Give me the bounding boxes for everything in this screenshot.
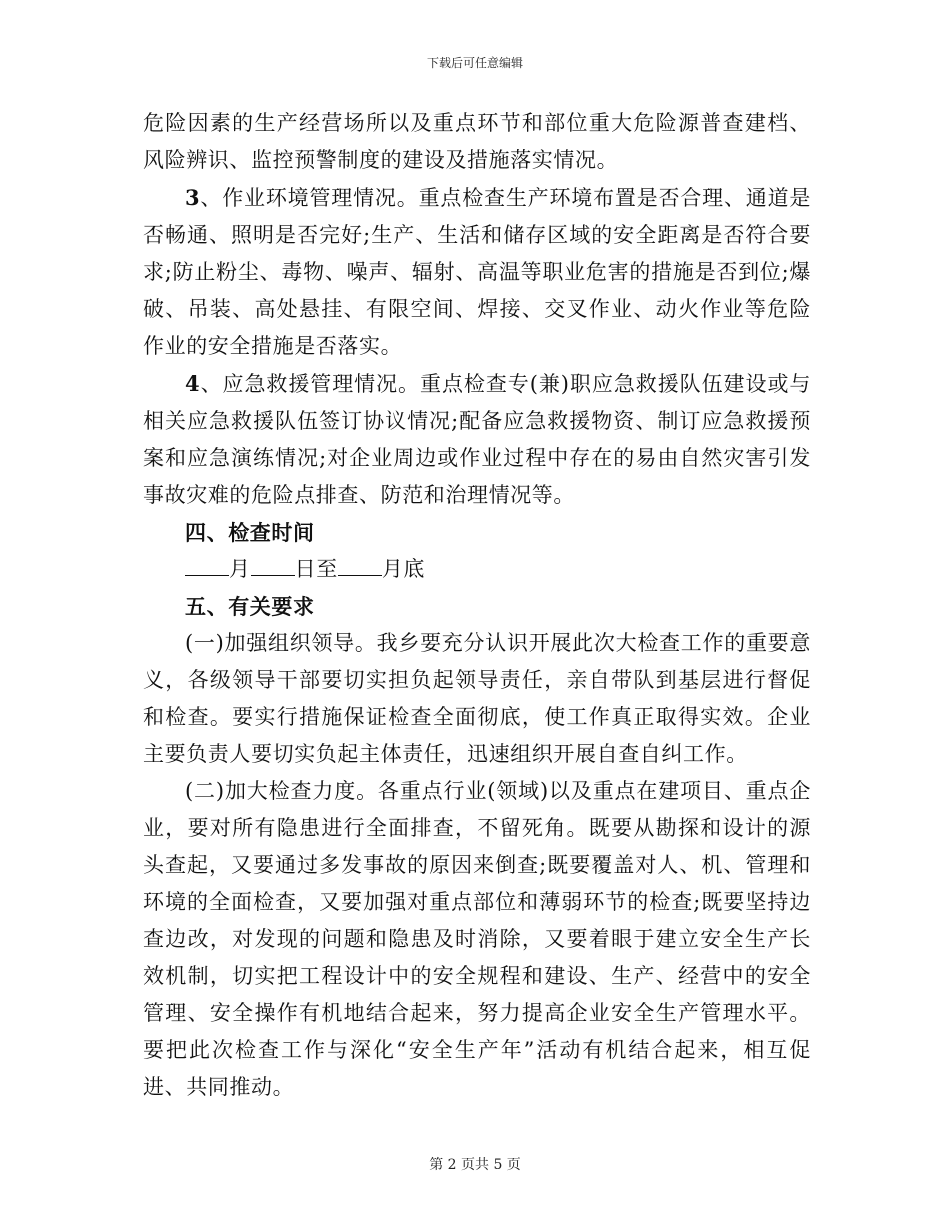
date-line [143,551,811,588]
paragraph-text: 、作业环境管理情况。重点检查生产环境布置是否合理、通道是否畅通、照明是否完好;生产、生活和储存区域的安全距离是否符合要求;防止粉尘、毒物、噪声、辐射、高温等职业危害的措施是否到位;爆破、吊装、高处悬挂、有限空间、焊接、交叉作业、动火作业等危险作业的安全措施是否落实。 [143,186,811,358]
date-month-end-label: 月底 [381,557,426,581]
paragraph-emergency-rescue [143,365,811,514]
page-header: 下载后可任意编辑 [426,56,523,70]
date-month-label: 月 [229,557,251,581]
item-number: 4 [185,371,201,396]
paragraph-inspection-intensity: (二)加大检查力度。各重点行业(领域)以及重点在建项目、重点企业，要对所有隐患进行全面排查，不留死角。既要从勘探和设计的源头查起，又要通过多发事故的原因来倒查;既要覆盖对人、机、管理和环境的全面检查，又要加强对重点部位和薄弱环节的检查;既要坚持边查边改，对发现的问题和隐患及时消除，又要着眼于建立安全生产长效机制，切实把工程设计中的安全规程和建设、生产、经营中的安全管理、安全操作有机地结合起来，努力提高企业安全生产管理水平。要把此次检查工作与深化“安全生产年”活动有机结合起来，相互促进、共同推动。 [143,779,811,1099]
blank-line [251,553,295,576]
item-number: 3 [185,185,201,210]
blank-line [338,553,382,576]
section-heading-requirements: 五、有关要求 [185,594,315,619]
paragraph-leadership: (一)加强组织领导。我乡要充分认识开展此次大检查工作的重要意义，各级领导干部要切实担负起领导责任，亲自带队到基层进行督促和检查。要实行措施保证检查全面彻底，使工作真正取得实效。企业主要负责人要切实负起主体责任，迅速组织开展自查自纠工作。 [143,631,811,766]
blank-line [185,553,229,576]
section-heading-inspection-time: 四、检查时间 [185,520,315,545]
page-footer: 第 2 页共 5 页 [429,1157,521,1173]
paragraph-risk-sources: 危险因素的生产经营场所以及重点环节和部位重大危险源普查建档、风险辨识、监控预警制度的建设及措施落实情况。 [143,111,811,172]
paragraph-work-environment [143,179,811,365]
date-day-label: 日至 [294,557,338,581]
document-body [143,105,811,1106]
paragraph-text: 、应急救援管理情况。重点检查专(兼)职应急救援队伍建设或与相关应急救援队伍签订协议情况;配备应急救援物资、制订应急救援预案和应急演练情况;对企业周边或作业过程中存在的易由自然灾害引发事故灾难的危险点排查、防范和治理情况等。 [143,372,811,507]
